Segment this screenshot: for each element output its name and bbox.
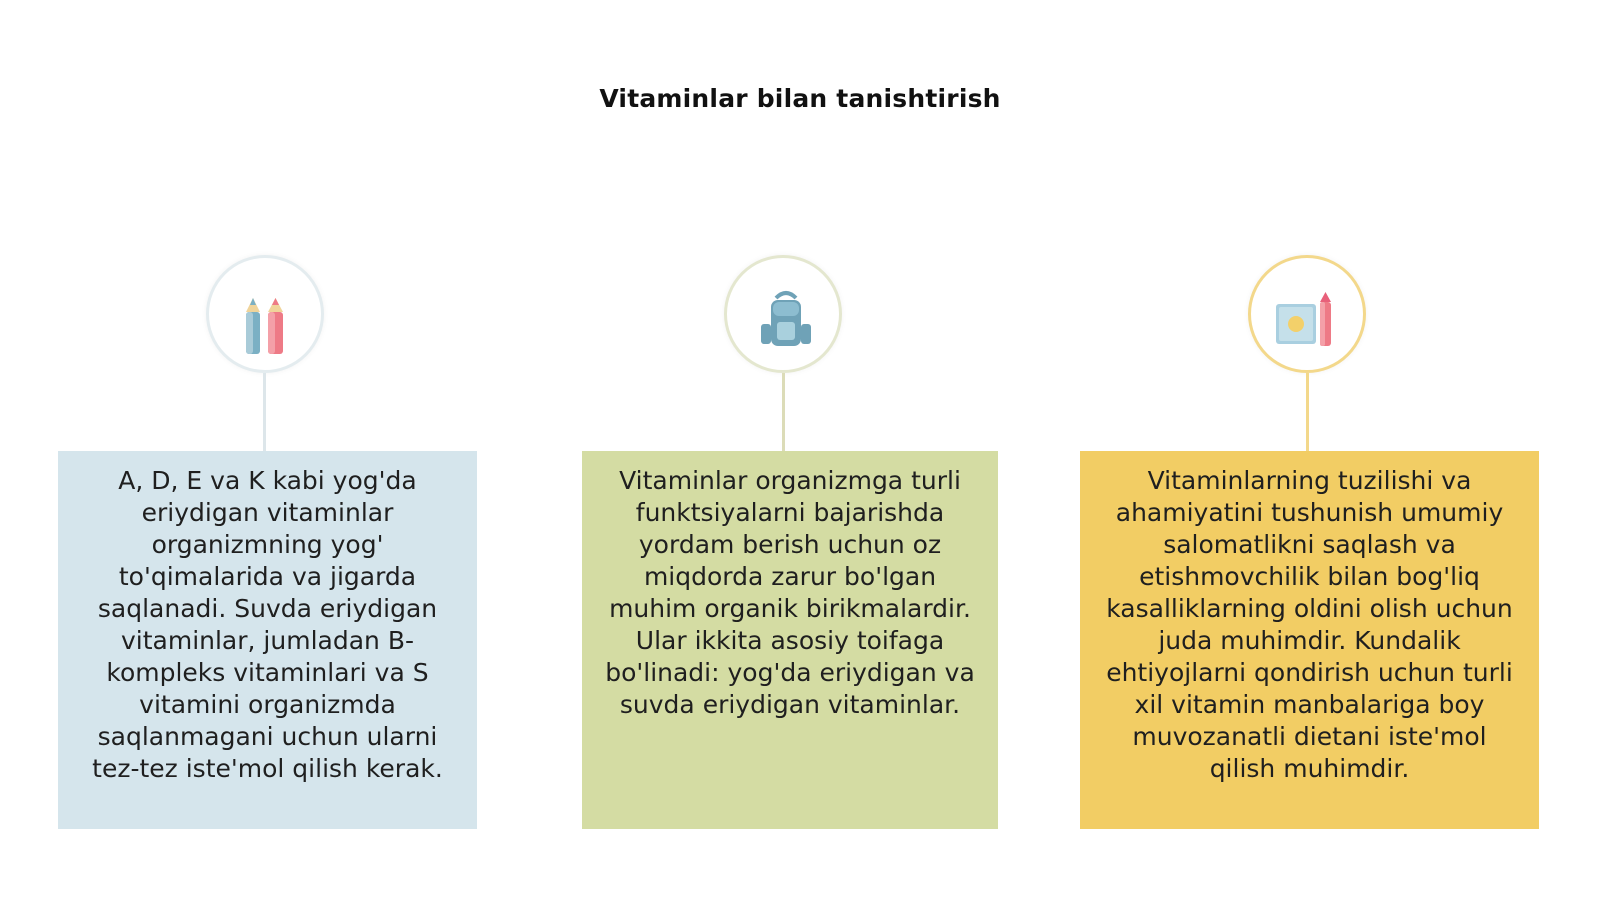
page-title: Vitaminlar bilan tanishtirish <box>599 84 1001 113</box>
step-2-card: Vitaminlar organizmga turli funktsiyalarni bajarishda yordam berish uchun oz miqdorda zarur bo'lgan muhim organik birikmalardir. Ular ikkita asosiy toifaga bo'linadi: yog'da eriydigan va suvda eriydigan vitaminlar. <box>582 451 998 829</box>
step-2-connector <box>782 373 785 451</box>
step-3-card: Vitaminlarning tuzilishi va ahamiyatini tushunish umumiy salomatlikni saqlash va etishmovchilik bilan bog'liq kasalliklarning oldini olish uchun juda muhimdir. Kundalik ehtiyojlarni qondirish uchun turli xil vitamin manbalariga boy muvozanatli dietani iste'mol qilish muhimdir. <box>1080 451 1539 829</box>
step-1-connector <box>263 373 266 451</box>
step-3-connector <box>1306 373 1309 451</box>
step-1-icon-circle <box>206 255 324 373</box>
notepad-pencil-icon <box>1251 258 1369 376</box>
step-2-icon-circle <box>724 255 842 373</box>
step-3-icon-circle <box>1248 255 1366 373</box>
pencils-icon <box>209 258 327 376</box>
backpack-icon <box>727 258 845 376</box>
step-1-card: A, D, E va K kabi yog'da eriydigan vitaminlar organizmning yog' to'qimalarida va jigarda saqlanadi. Suvda eriydigan vitaminlar, jumladan B-kompleks vitaminlari va S vitamini organizmda saqlanmagani uchun ularni tez-tez iste'mol qilish kerak. <box>58 451 477 829</box>
